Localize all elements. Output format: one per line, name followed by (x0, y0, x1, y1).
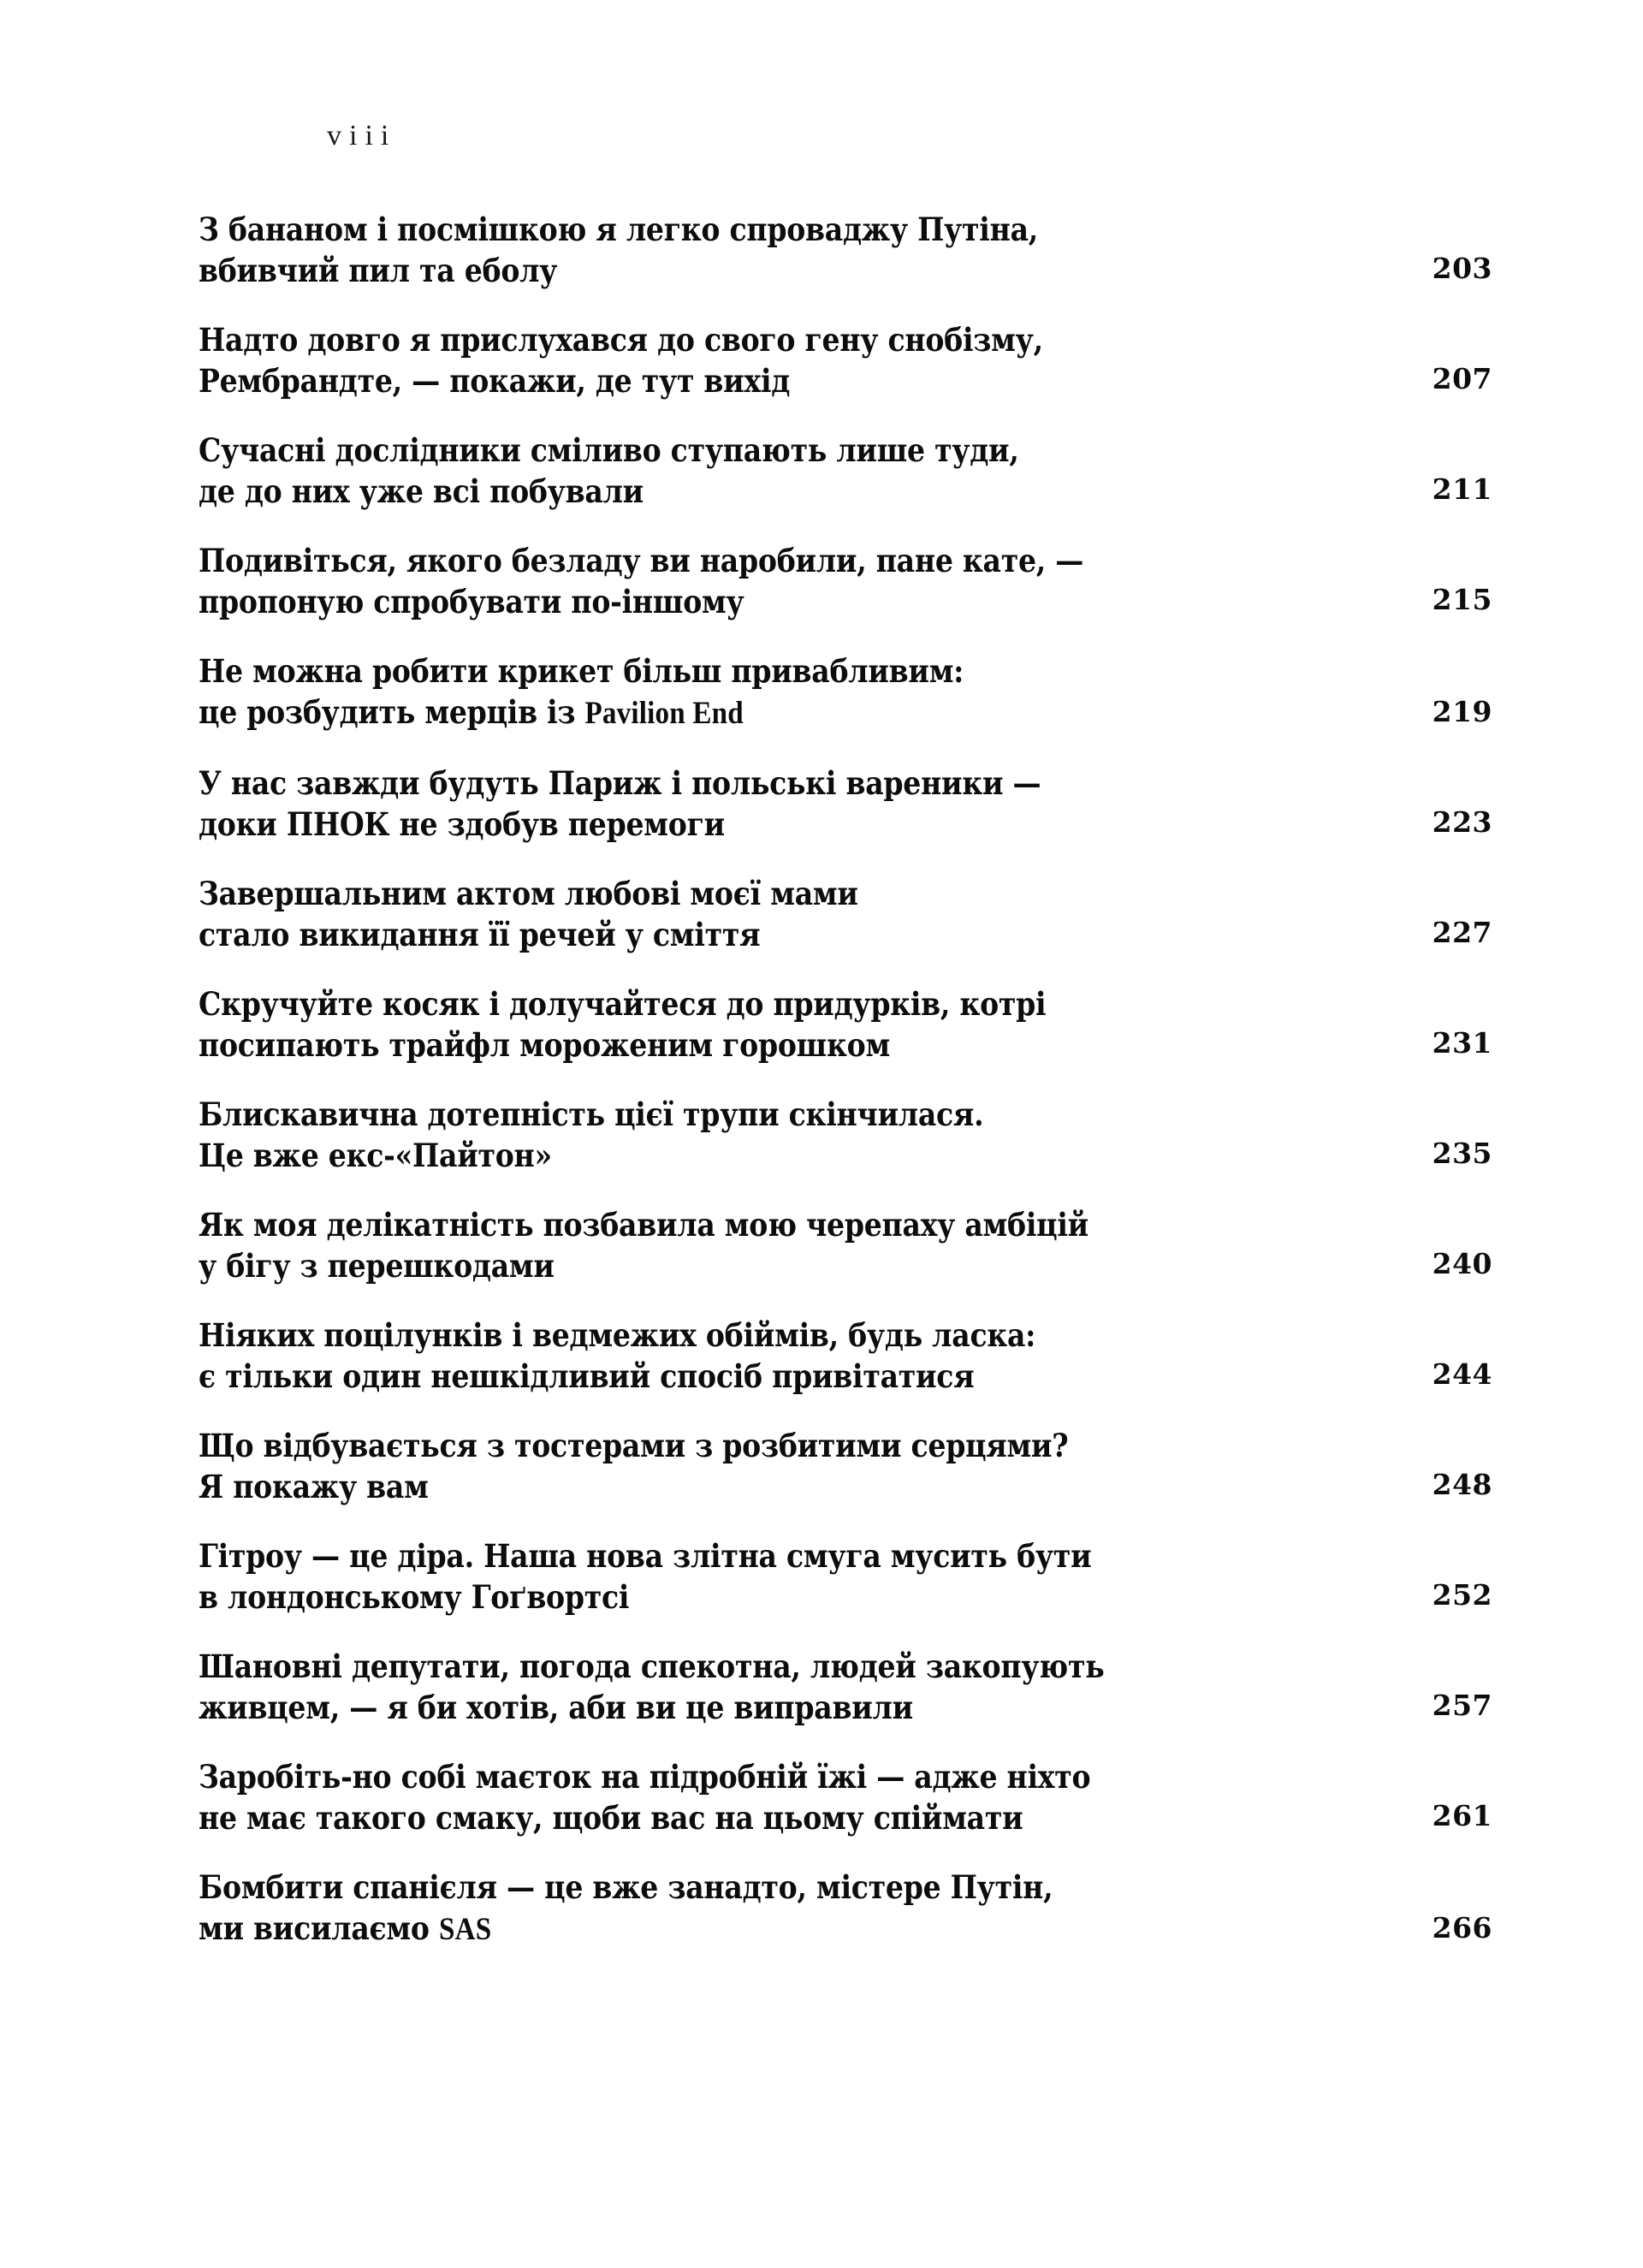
toc-entry[interactable] (199, 319, 1492, 401)
toc-entry-title-line1: Заробіть-но собі маєток на підробній їжі — адже ніхто (199, 1758, 1091, 1796)
toc-entry-title (199, 1756, 1225, 1838)
toc-entry-page-number: 244 (1432, 1357, 1492, 1391)
toc-entry-title-line1: З бананом і посмішкою я легко спроваджу Путіна, (199, 211, 1039, 248)
toc-entry-title (199, 1646, 1225, 1728)
toc-entry[interactable] (199, 209, 1492, 291)
toc-entry[interactable] (199, 430, 1492, 512)
toc-entry-page-number: 235 (1432, 1137, 1492, 1170)
toc-entry[interactable] (199, 1315, 1492, 1397)
toc-entry-page-number: 203 (1432, 252, 1492, 285)
toc-entry-title-line2: вбивчий пил та еболу (199, 252, 558, 289)
toc-entry-title-line2: це розбудить мерців із Pavilion End (199, 693, 744, 731)
toc-entry-title-line1: Надто довго я прислухався до свого гену снобізму, (199, 321, 1043, 359)
toc-entry-title (199, 209, 1225, 291)
toc-entry-title (199, 763, 1225, 845)
toc-entry[interactable] (199, 1756, 1492, 1838)
toc-entry-title (199, 1867, 1225, 1950)
toc-entry[interactable] (199, 983, 1492, 1066)
toc-entry-page-number: 252 (1432, 1578, 1492, 1612)
toc-entry-title-line1: Бомбити спанієля — це вже занадто, містере Путін, (199, 1868, 1053, 1906)
toc-entry-title-line2: стало викидання її речей у сміття (199, 916, 761, 953)
toc-entry-page-number: 207 (1432, 362, 1492, 395)
toc-entry-title-line2: доки ПНОК не здобув перемоги (199, 805, 725, 843)
toc-entry-title (199, 1315, 1225, 1397)
toc-entry-title-line2: Це вже екс-«Пайтон» (199, 1137, 552, 1174)
toc-entry-page-number: 219 (1432, 695, 1492, 728)
toc-entry-title (199, 319, 1225, 401)
toc-entry-title-line2: в лондонському Гоґвортсі (199, 1578, 630, 1616)
toc-entry[interactable] (199, 763, 1492, 845)
toc-entry-title (199, 650, 1225, 734)
toc-entry-title-line1: У нас завжди будуть Париж і польські вареники — (199, 764, 1041, 802)
table-of-contents (199, 209, 1492, 1950)
toc-entry[interactable] (199, 1535, 1492, 1618)
toc-entry[interactable] (199, 1867, 1492, 1950)
toc-entry-title-line1: Що відбувається з тостерами з розбитими серцями? (199, 1427, 1069, 1464)
toc-entry-page-number: 266 (1432, 1911, 1492, 1944)
toc-entry-page-number: 248 (1432, 1468, 1492, 1501)
toc-entry-title-line1: Ніяких поцілунків і ведмежих обіймів, будь ласка: (199, 1316, 1036, 1354)
toc-entry-page-number: 261 (1432, 1799, 1492, 1832)
toc-entry-title-line2: ми висилаємо SAS (199, 1909, 492, 1947)
toc-entry-title-line1: Як моя делікатність позбавила мою черепаху амбіцій (199, 1206, 1088, 1244)
toc-entry-title-line1: Шановні депутати, погода спекотна, людей закопують (199, 1648, 1105, 1685)
toc-entry-page-number: 257 (1432, 1689, 1492, 1722)
toc-entry-title (199, 983, 1225, 1066)
toc-entry-title-line2: де до них уже всі побували (199, 472, 644, 510)
toc-entry[interactable] (199, 1094, 1492, 1176)
toc-entry[interactable] (199, 650, 1492, 734)
toc-entry[interactable] (199, 1204, 1492, 1286)
toc-entry-title-line2: Я покажу вам (199, 1468, 429, 1505)
toc-entry-title-line1: Не можна робити крикет більш привабливим: (199, 652, 964, 690)
toc-entry-page-number: 240 (1432, 1247, 1492, 1280)
toc-entry-title-line2: посипають трайфл мороженим горошком (199, 1026, 890, 1064)
toc-entry-title-line2: пропоную спробувати по-іншому (199, 583, 744, 620)
toc-entry-page-number: 227 (1432, 916, 1492, 949)
toc-entry-title-line2: не має такого смаку, щоби вас на цьому спіймати (199, 1799, 1023, 1837)
toc-entry-title-line2: у бігу з перешкодами (199, 1247, 555, 1285)
toc-entry-title-line2: Рембрандте, — покажи, де тут вихід (199, 362, 791, 400)
toc-entry-title (199, 540, 1225, 622)
toc-entry-title-line1: Скручуйте косяк і долучайтеся до придурків, котрі (199, 985, 1047, 1023)
toc-entry-title-line1: Блискавична дотепність цієї трупи скінчилася. (199, 1095, 984, 1133)
toc-entry-title (199, 1535, 1225, 1618)
latin-text: SAS (439, 1912, 492, 1947)
toc-entry-title-line1: Гітроу — це діра. Наша нова злітна смуга мусить бути (199, 1537, 1092, 1575)
toc-entry-title (199, 873, 1225, 955)
toc-entry-page-number: 211 (1432, 472, 1492, 506)
toc-entry-title-line2: живцем, — я би хотів, аби ви це виправили (199, 1689, 913, 1726)
toc-entry-title-line1: Сучасні дослідники сміливо ступають лише туди, (199, 431, 1019, 469)
toc-entry-page-number: 223 (1432, 805, 1492, 839)
toc-entry-title (199, 1204, 1225, 1286)
toc-entry-title (199, 1094, 1225, 1176)
toc-entry-page-number: 215 (1432, 583, 1492, 616)
toc-entry-title-line2: є тільки один нешкідливий спосіб привітатися (199, 1357, 975, 1395)
toc-entry[interactable] (199, 540, 1492, 622)
toc-entry[interactable] (199, 1646, 1492, 1728)
toc-entry-title (199, 430, 1225, 512)
toc-entry[interactable] (199, 1425, 1492, 1507)
toc-entry-page-number: 231 (1432, 1026, 1492, 1060)
latin-text: Pavilion End (584, 696, 744, 731)
toc-entry[interactable] (199, 873, 1492, 955)
toc-entry-title (199, 1425, 1225, 1507)
page-folio: viii (327, 120, 397, 151)
toc-entry-title-line1: Завершальним актом любові моєї мами (199, 875, 858, 912)
toc-entry-title-line1: Подивіться, якого безладу ви наробили, пане кате, — (199, 542, 1084, 579)
